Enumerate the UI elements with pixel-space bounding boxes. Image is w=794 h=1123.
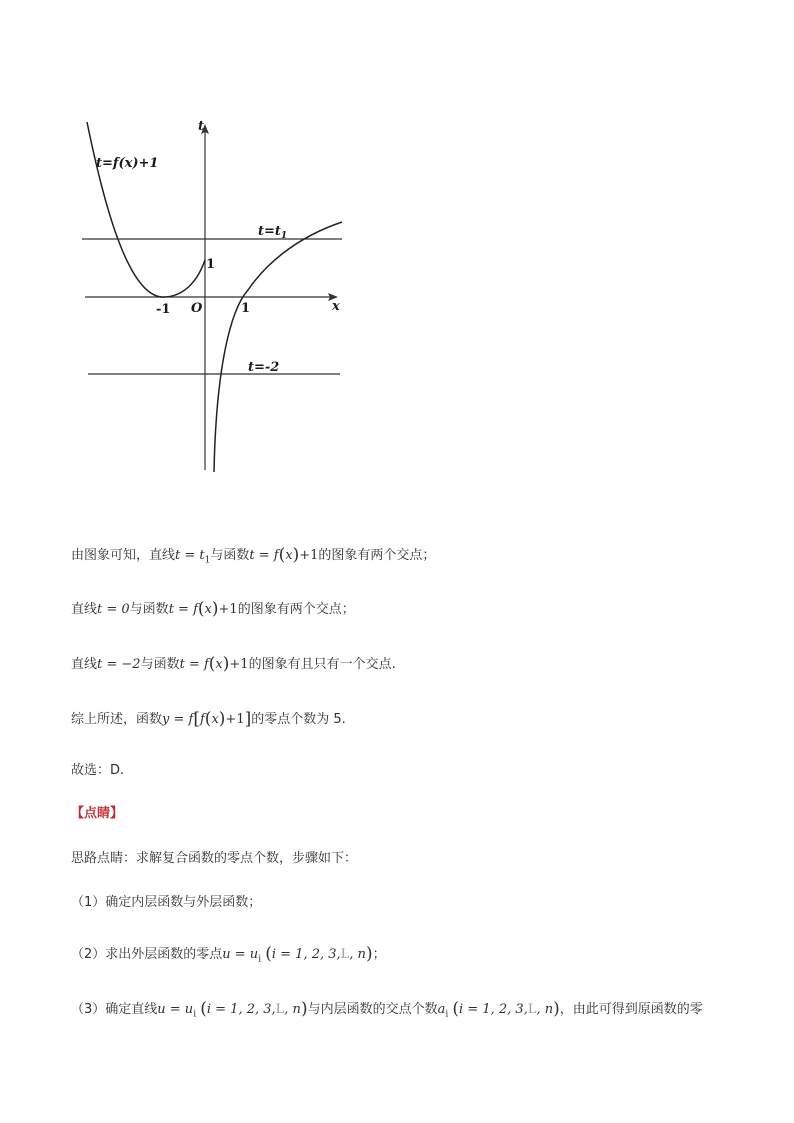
paragraph-1 <box>71 545 435 571</box>
text-span: 综上所述，函数 <box>71 712 163 727</box>
curve-label: t=f(x)+1 <box>96 156 159 171</box>
text-span: 的零点个数为 5. <box>251 712 346 727</box>
paragraph-9 <box>71 944 386 970</box>
paragraph-4 <box>71 709 346 730</box>
paragraph-7: 思路点睛：求解复合函数的零点个数，步骤如下： <box>71 851 358 866</box>
t-axis-label: t <box>198 119 205 134</box>
math-ai: $a_i$ (i = 1, 2, 3,L, n) <box>437 999 560 1020</box>
text-span: ； <box>372 947 386 962</box>
text-span: 的图象有两个交点； <box>318 548 436 563</box>
math-u-eq-ui: $u = u_i$ (i = 1, 2, 3,L, n) <box>222 944 373 965</box>
text-span: 的图象有且只有一个交点. <box>248 657 396 672</box>
function-graph-figure <box>70 110 360 480</box>
text-span: 的图象有两个交点； <box>237 602 355 617</box>
text-span: 直线 <box>71 602 98 617</box>
x-axis-label: x <box>332 299 340 314</box>
text-span: 与函数 <box>140 657 180 672</box>
paragraph-2 <box>71 599 355 620</box>
math-t-eq-fx-plus1: t = f(x)+1 <box>179 654 249 674</box>
line-t1-label: $t=t_1$ <box>258 224 288 241</box>
text-span: 与函数 <box>210 548 250 563</box>
line-tneg2-label: t=-2 <box>248 360 280 375</box>
text-span: （3）确定直线 <box>71 1002 158 1017</box>
paragraph-3 <box>71 654 396 675</box>
section-heading-dianjing: 【点睛】 <box>71 806 124 821</box>
text-span: （2）求出外层函数的零点 <box>71 947 223 962</box>
paragraph-5: 故选：D. <box>71 763 125 778</box>
text-span: 与函数 <box>129 602 169 617</box>
curve-left-branch <box>87 122 205 297</box>
math-t-eq-neg2: t = −2 <box>97 657 141 672</box>
text-span: 直线 <box>71 657 98 672</box>
math-t-eq-t1: $t = t_1$ <box>175 548 211 566</box>
text-span: 由图象可知，直线 <box>71 548 176 563</box>
tick-label-1-x: 1 <box>241 301 251 316</box>
paragraph-10 <box>71 999 703 1025</box>
math-t-eq-fx-plus1: t = f(x)+1 <box>168 599 238 619</box>
math-y-eq-f-composite: y = f[f(x)+1] <box>162 709 252 729</box>
origin-label: O <box>191 301 203 316</box>
paragraph-8: （1）确定内层函数与外层函数； <box>71 895 262 910</box>
math-t-eq-fx-plus1: t = f(x)+1 <box>249 545 319 565</box>
math-t-eq-0: t = 0 <box>97 602 130 617</box>
text-span: ，由此可得到原函数的零 <box>559 1002 703 1017</box>
math-u-eq-ui: $u = u_i$ (i = 1, 2, 3,L, n) <box>157 999 308 1020</box>
text-span: 与内层函数的交点个数 <box>307 1002 438 1017</box>
curve-right-branch <box>214 222 342 472</box>
tick-label-1-t: 1 <box>206 257 216 272</box>
tick-label-neg1: -1 <box>156 302 171 317</box>
